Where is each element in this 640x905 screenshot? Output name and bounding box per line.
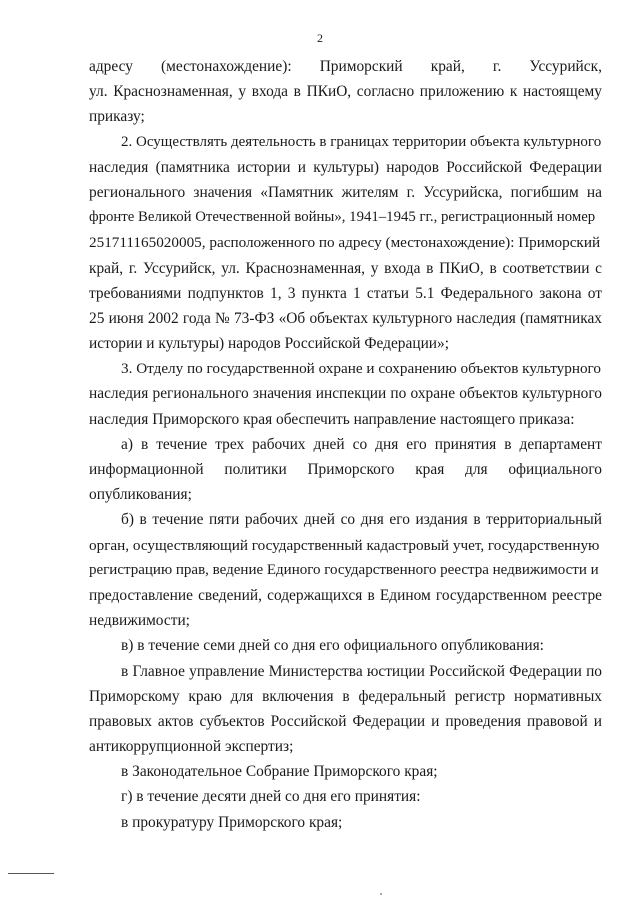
item-g-start: г) в течение десяти дней со дня его принятия: <box>121 788 421 806</box>
text-line: правовых актов субъектов Российской Федерации и проведения правовой и <box>89 712 602 730</box>
document-body <box>89 54 602 835</box>
word: края <box>415 461 445 478</box>
word: Приморского <box>307 461 395 478</box>
item-b-start: б) в течение пяти рабочих дней со дня его издания в территориальный <box>121 511 602 529</box>
word: информационной <box>89 461 204 478</box>
text-line: наследия (памятника истории и культуры) народов Российской Федерации <box>89 158 602 176</box>
scan-speck <box>380 893 382 895</box>
recipient-assembly: в Законодательное Собрание Приморского края; <box>121 763 438 781</box>
word: край, <box>430 58 465 75</box>
text-line: край, г. Уссурийск, ул. Краснознаменная, у входа в ПКиО, в соответствии с <box>89 259 602 277</box>
text-line: регистрацию прав, ведение Единого государственного реестра недвижимости и <box>89 561 599 578</box>
word: политики <box>224 461 287 478</box>
page-number: 2 <box>317 31 323 45</box>
text-line: требованиями подпунктов 1, 3 пункта 1 статьи 5.1 Федерального закона от <box>89 284 602 302</box>
text-line: истории и культуры) народов Российской Федерации»; <box>89 335 450 353</box>
text-line: наследия регионального значения инспекции по охране объектов культурного <box>89 385 602 403</box>
footer-rule <box>8 873 54 874</box>
item-a-start: а) в течение трех рабочих дней со дня его принятия в департамент <box>121 435 602 453</box>
word: Уссурийск, <box>529 58 602 75</box>
word: для <box>465 461 488 478</box>
text-line: приказу; <box>89 108 145 126</box>
text-line: опубликования; <box>89 486 192 504</box>
text-line: регионального значения «Памятник жителям г. Уссурийска, погибшим на <box>89 183 602 201</box>
text-line <box>89 457 602 482</box>
text-line: антикоррупционной экспертиз; <box>89 738 294 756</box>
recipient-justice-start: в Главное управление Министерства юстиции Российской Федерации по <box>121 662 602 680</box>
text-line: 25 июня 2002 года № 73-ФЗ «Об объектах культурного наследия (памятниках <box>89 309 602 327</box>
text-line: ул. Краснознаменная, у входа в ПКиО, согласно приложению к настоящему <box>89 83 602 101</box>
text-line: недвижимости; <box>89 612 190 630</box>
word: г. <box>492 58 502 75</box>
text-line: орган, осуществляющий государственный кадастровый учет, государственную <box>89 536 600 554</box>
paragraph-3-start: 3. Отделу по государственной охране и сохранению объектов культурного <box>121 360 601 378</box>
word: (местонахождение): <box>160 58 292 75</box>
text-line <box>89 54 602 79</box>
word: адресу <box>89 58 133 75</box>
paragraph-2-start: 2. Осуществлять деятельность в границах территории объекта культурного <box>121 133 602 150</box>
text-line: 251711165020005, расположенного по адресу (местонахождение): Приморский <box>89 234 601 252</box>
word: Приморский <box>319 58 403 75</box>
text-line: наследия Приморского края обеспечить направление настоящего приказа: <box>89 410 575 428</box>
text-line: фронте Великой Отечественной войны», 1941–1945 гг., регистрационный номер <box>89 209 596 226</box>
text-line: Приморскому краю для включения в федеральный регистр нормативных <box>89 687 602 705</box>
item-v-start: в) в течение семи дней со дня его официального опубликования: <box>121 637 544 655</box>
recipient-prosecutor: в прокуратуру Приморского края; <box>121 813 343 831</box>
text-line: предоставление сведений, содержащихся в Едином государственном реестре <box>89 586 602 604</box>
word: официального <box>508 461 602 478</box>
